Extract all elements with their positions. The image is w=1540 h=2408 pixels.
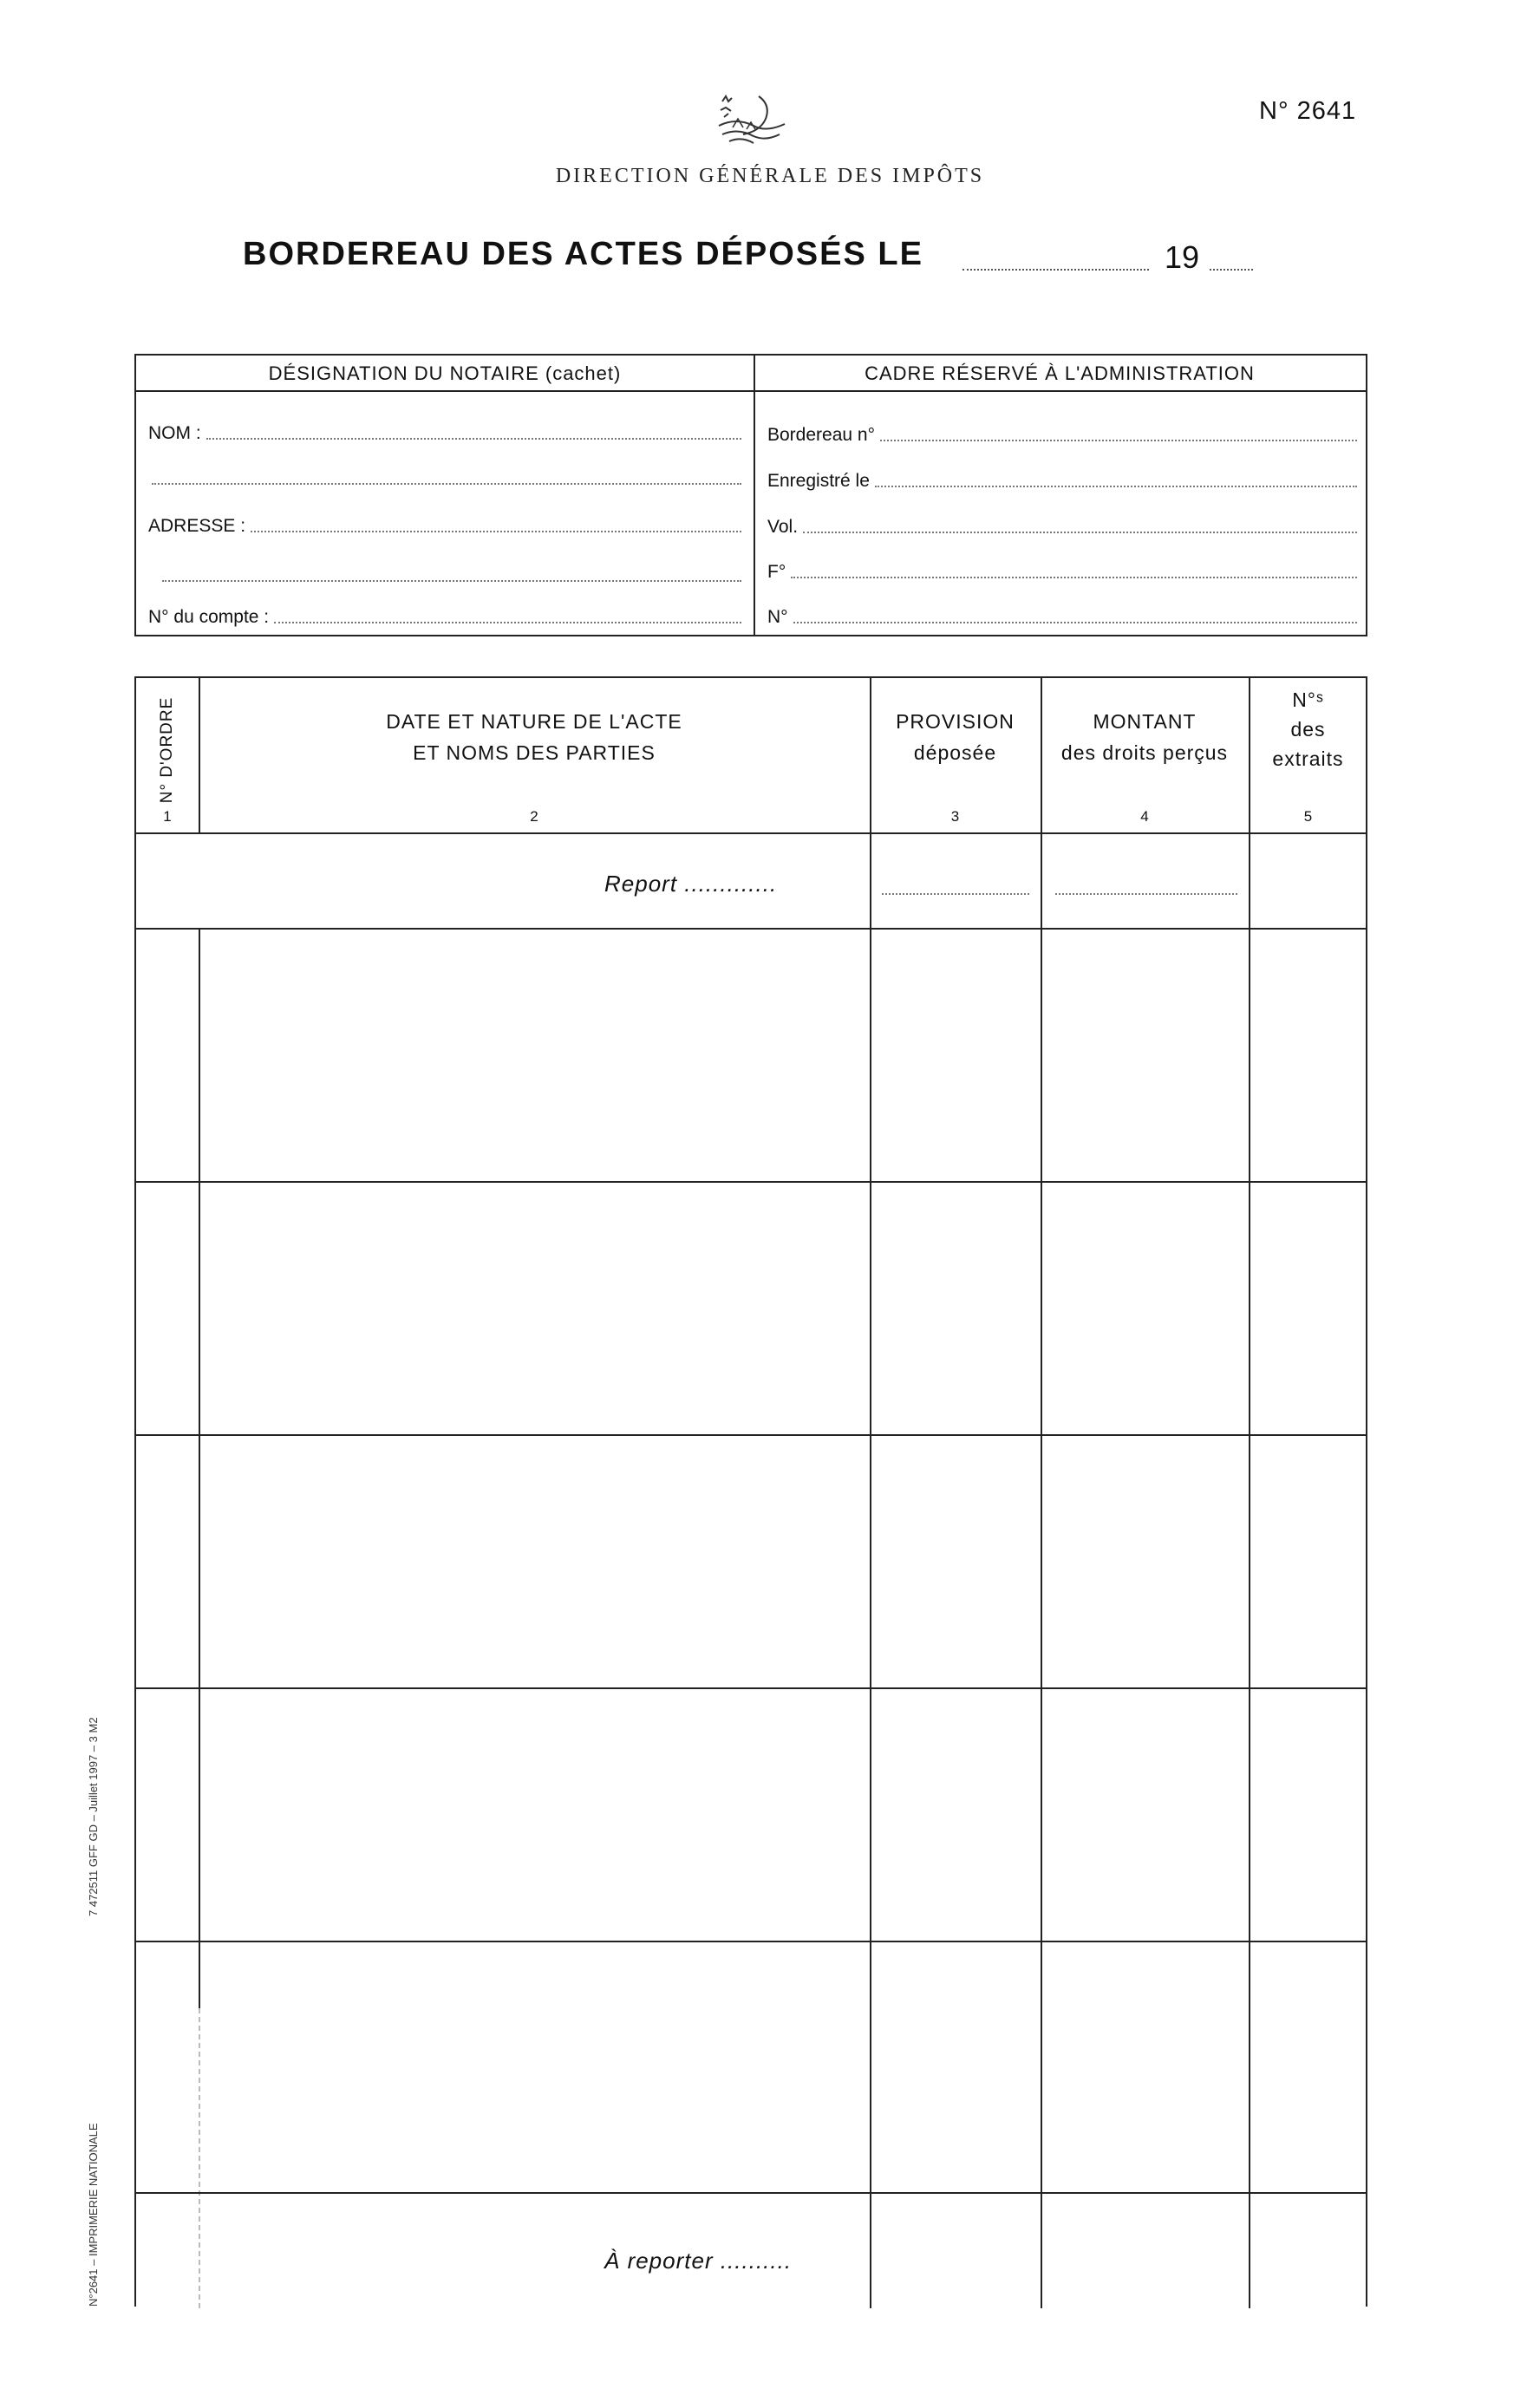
bordereau-field[interactable] [767, 425, 1357, 446]
col-number-5: 5 [1303, 808, 1313, 825]
row-5-bottom [136, 2192, 1366, 2194]
header-bottom-line [136, 832, 1366, 834]
imprint-text: N°2641 – IMPRIMERIE NATIONALE [87, 2123, 100, 2307]
date-day-field[interactable] [962, 269, 1149, 271]
vol-field[interactable] [767, 517, 1357, 538]
col-ordre-header: N° D'ORDRE [158, 696, 176, 803]
nom-label: NOM : [148, 423, 201, 443]
info-table [134, 354, 1367, 636]
report-label: Report ............. [604, 871, 778, 897]
col-number-3: 3 [950, 808, 960, 825]
bordereau-label: Bordereau n° [767, 425, 875, 445]
col-nature-header: DATE ET NATURE DE L'ACTE ET NOMS DES PARTIES [386, 710, 682, 764]
table-row[interactable] [136, 1942, 1367, 2190]
printer-code: 7 472511 GFF GD – Juillet 1997 – 3 M2 [87, 1717, 100, 1916]
col-montant-header: MONTANT des droits perçus [1060, 710, 1229, 764]
notaire-heading: DÉSIGNATION DU NOTAIRE (cachet) [136, 356, 754, 392]
report-montant-field[interactable] [1055, 893, 1237, 895]
a-reporter-label: À reporter .......... [604, 2248, 793, 2274]
enregistre-label: Enregistré le [767, 471, 870, 491]
col-number-1: 1 [163, 808, 172, 825]
col-number-2: 2 [530, 808, 538, 825]
adresse-label: ADRESSE : [148, 516, 246, 536]
dgi-logo-icon [698, 91, 802, 160]
table-row[interactable] [136, 930, 1367, 1179]
form-number: N° 2641 [1259, 97, 1357, 125]
compte-label: N° du compte : [148, 607, 270, 627]
vol-label: Vol. [767, 517, 799, 537]
col-number-4: 4 [1140, 808, 1149, 825]
col-provision-header: PROVISION déposée [896, 710, 1015, 764]
adresse-field[interactable] [148, 516, 741, 537]
table-row[interactable] [136, 1183, 1367, 1432]
table-row[interactable] [136, 1436, 1367, 1686]
table-row[interactable] [136, 1689, 1367, 1939]
col-extraits-header: N°ˢ des extraits [1272, 688, 1344, 770]
numero-field[interactable] [767, 607, 1357, 628]
actes-table [134, 676, 1367, 2307]
administration-heading: CADRE RÉSERVÉ À L'ADMINISTRATION [754, 356, 1366, 392]
date-year-field[interactable] [1210, 269, 1253, 271]
direction-heading: DIRECTION GÉNÉRALE DES IMPÔTS [555, 165, 985, 187]
adresse-field-line2[interactable] [162, 564, 741, 586]
compte-field[interactable] [148, 607, 741, 628]
date-year-prefix: 19 [1165, 239, 1200, 275]
nom-field-line2[interactable] [152, 467, 741, 489]
folio-field[interactable] [767, 562, 1357, 583]
folio-label: F° [767, 562, 786, 582]
report-provision-field[interactable] [882, 893, 1029, 895]
page-title: BORDEREAU DES ACTES DÉPOSÉS LE [243, 236, 923, 272]
info-divider [754, 356, 755, 635]
enregistre-field[interactable] [767, 471, 1357, 492]
numero-label: N° [767, 607, 788, 627]
nom-field[interactable] [148, 423, 741, 444]
